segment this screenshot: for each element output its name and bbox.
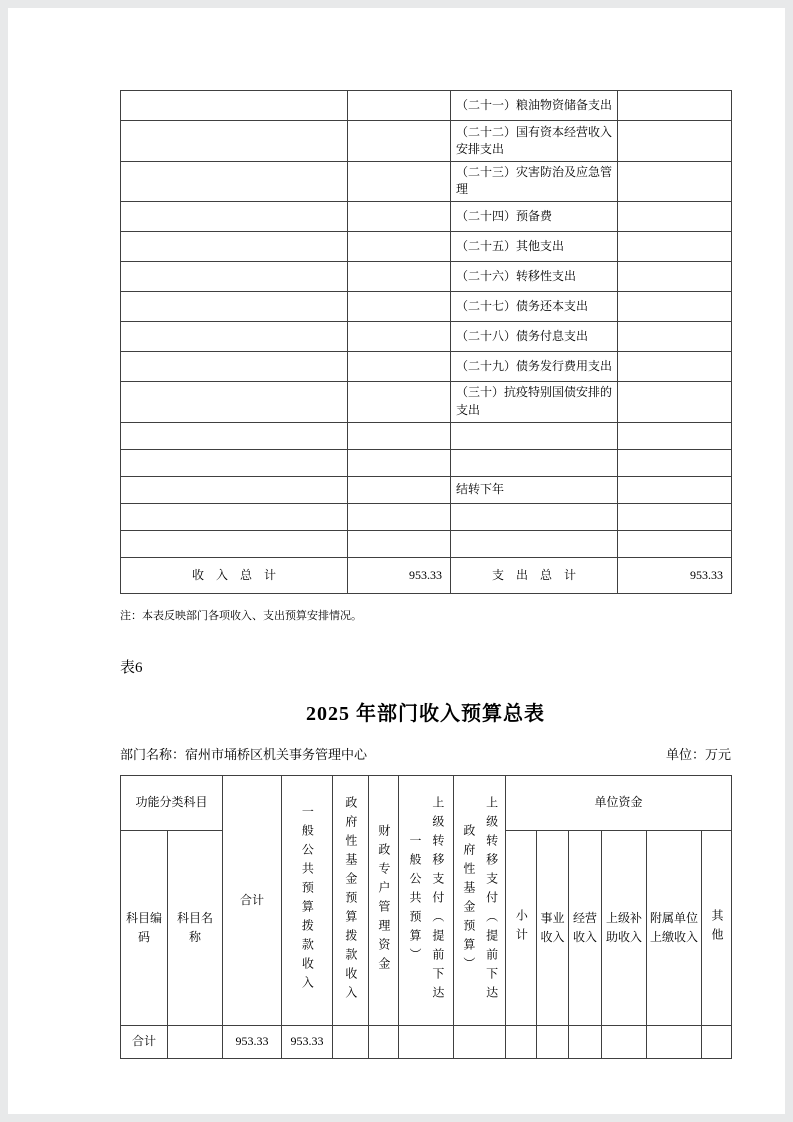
header-fiscal-account <box>369 775 399 1025</box>
expense-amount-cell <box>618 91 732 121</box>
data-row-total <box>121 1025 732 1058</box>
table-row <box>121 422 732 449</box>
income-item-cell <box>121 291 348 321</box>
table-row <box>121 231 732 261</box>
expense-amount-cell <box>618 530 732 557</box>
page-title: 2025 年部门收入预算总表 <box>306 702 545 725</box>
table-row <box>121 381 732 422</box>
cell-affiliate-income <box>647 1025 702 1058</box>
table-meta-row <box>120 744 731 763</box>
cell-transfer-general <box>399 1025 454 1058</box>
department-name: 部门名称：宿州市埇桥区机关事务管理中心 <box>120 746 368 762</box>
header-fiscal-account-text: 财政专户管理资金 <box>376 824 391 977</box>
income-item-cell <box>121 381 348 422</box>
expense-item-cell <box>451 503 618 530</box>
expense-item-cell: （二十五）其他支出 <box>451 231 618 261</box>
expense-total-label: 支 出 总 计 <box>451 557 618 593</box>
table-number-label: 表6 <box>120 659 143 676</box>
header-unit-funds: 单位资金 <box>506 775 732 830</box>
income-amount-cell <box>348 261 451 291</box>
income-item-cell <box>121 231 348 261</box>
table-row <box>121 351 732 381</box>
income-item-cell <box>121 162 348 202</box>
header-operating-income: 经营收入 <box>569 830 602 1025</box>
header-transfer-general <box>399 775 454 1025</box>
cell-superior-subsidy <box>602 1025 647 1058</box>
income-total-label: 收 入 总 计 <box>121 557 348 593</box>
cell-fiscal-account <box>369 1025 399 1058</box>
income-item-cell <box>121 449 348 476</box>
budget-summary-table <box>120 90 732 594</box>
header-gov-fund-budget <box>333 775 369 1025</box>
page-content <box>120 90 731 1059</box>
income-amount-cell <box>348 381 451 422</box>
expense-amount-cell <box>618 503 732 530</box>
expense-amount-cell <box>618 476 732 503</box>
income-amount-cell <box>348 291 451 321</box>
header-transfer-fund-text: 上级转移支付（提前下达政府性基金预算） <box>461 795 499 1005</box>
income-amount-cell <box>348 351 451 381</box>
expense-item-cell <box>451 530 618 557</box>
cell-label: 合计 <box>121 1025 168 1058</box>
header-subject-name: 科目名称 <box>168 830 223 1025</box>
cell-transfer-fund <box>454 1025 506 1058</box>
expense-amount-cell <box>618 321 732 351</box>
expense-item-cell: （二十二）国有资本经营收入安排支出 <box>451 121 618 162</box>
cell-subtotal <box>506 1025 537 1058</box>
income-amount-cell <box>348 121 451 162</box>
income-amount-cell <box>348 91 451 121</box>
table-row <box>121 321 732 351</box>
header-transfer-general-text: 上级转移支付（提前下达一般公共预算） <box>408 795 445 1005</box>
table-row <box>121 476 732 503</box>
income-item-cell <box>121 503 348 530</box>
expense-item-cell <box>451 422 618 449</box>
table-row <box>121 449 732 476</box>
income-amount-cell <box>348 321 451 351</box>
income-amount-cell <box>348 503 451 530</box>
header-other <box>702 830 732 1025</box>
cell-name <box>168 1025 223 1058</box>
table-row <box>121 503 732 530</box>
expense-item-cell: 结转下年 <box>451 476 618 503</box>
header-subject-code: 科目编码 <box>121 830 168 1025</box>
expense-item-cell: （二十九）债务发行费用支出 <box>451 351 618 381</box>
header-row-1 <box>121 775 732 830</box>
table-row <box>121 121 732 162</box>
expense-amount-cell <box>618 351 732 381</box>
income-amount-cell <box>348 201 451 231</box>
income-total-value: 953.33 <box>348 557 451 593</box>
header-superior-subsidy: 上级补助收入 <box>602 830 647 1025</box>
income-item-cell <box>121 261 348 291</box>
document-page <box>8 8 785 1114</box>
expense-item-cell: （二十一）粮油物资储备支出 <box>451 91 618 121</box>
expense-amount-cell <box>618 422 732 449</box>
income-amount-cell <box>348 449 451 476</box>
income-amount-cell <box>348 530 451 557</box>
expense-item-cell: （二十三）灾害防治及应急管理 <box>451 162 618 202</box>
header-subtotal <box>506 830 537 1025</box>
expense-amount-cell <box>618 231 732 261</box>
expense-amount-cell <box>618 162 732 202</box>
income-item-cell <box>121 121 348 162</box>
total-row <box>121 557 732 593</box>
expense-amount-cell <box>618 291 732 321</box>
income-item-cell <box>121 91 348 121</box>
table-row <box>121 162 732 202</box>
income-item-cell <box>121 321 348 351</box>
income-amount-cell <box>348 422 451 449</box>
income-amount-cell <box>348 162 451 202</box>
header-subtotal-text: 小计 <box>514 908 529 947</box>
income-item-cell <box>121 201 348 231</box>
header-other-text: 其他 <box>709 908 724 947</box>
expense-item-cell: （二十六）转移性支出 <box>451 261 618 291</box>
table-row <box>121 291 732 321</box>
cell-gov-fund-budget <box>333 1025 369 1058</box>
expense-total-value: 953.33 <box>618 557 732 593</box>
header-general-budget <box>282 775 333 1025</box>
expense-item-cell: （二十七）债务还本支出 <box>451 291 618 321</box>
expense-amount-cell <box>618 121 732 162</box>
expense-item-cell: （二十四）预备费 <box>451 201 618 231</box>
header-general-budget-text: 一般公共预算拨款收入 <box>300 805 315 996</box>
expense-amount-cell <box>618 381 732 422</box>
expense-amount-cell <box>618 261 732 291</box>
income-budget-table <box>120 775 732 1059</box>
expense-amount-cell <box>618 201 732 231</box>
table-row <box>121 530 732 557</box>
income-item-cell <box>121 476 348 503</box>
income-amount-cell <box>348 231 451 261</box>
table-row <box>121 201 732 231</box>
header-business-income: 事业收入 <box>537 830 569 1025</box>
income-item-cell <box>121 422 348 449</box>
header-total: 合计 <box>223 775 282 1025</box>
expense-item-cell: （二十八）债务付息支出 <box>451 321 618 351</box>
table-row <box>121 261 732 291</box>
income-item-cell <box>121 351 348 381</box>
expense-item-cell <box>451 449 618 476</box>
cell-total: 953.33 <box>223 1025 282 1058</box>
income-item-cell <box>121 530 348 557</box>
header-transfer-fund <box>454 775 506 1025</box>
unit-label: 单位：万元 <box>665 746 731 762</box>
cell-business-income <box>537 1025 569 1058</box>
header-affiliate-income: 附属单位上缴收入 <box>647 830 702 1025</box>
table-note: 注：本表反映部门各项收入、支出预算安排情况。 <box>120 609 362 622</box>
header-gov-fund-budget-text: 政府性基金预算拨款收入 <box>343 795 358 1005</box>
expense-amount-cell <box>618 449 732 476</box>
cell-general-budget: 953.33 <box>282 1025 333 1058</box>
cell-operating-income <box>569 1025 602 1058</box>
cell-other <box>702 1025 732 1058</box>
header-func-class: 功能分类科目 <box>121 775 223 830</box>
income-amount-cell <box>348 476 451 503</box>
table-row <box>121 91 732 121</box>
expense-item-cell: （三十）抗疫特别国债安排的支出 <box>451 381 618 422</box>
